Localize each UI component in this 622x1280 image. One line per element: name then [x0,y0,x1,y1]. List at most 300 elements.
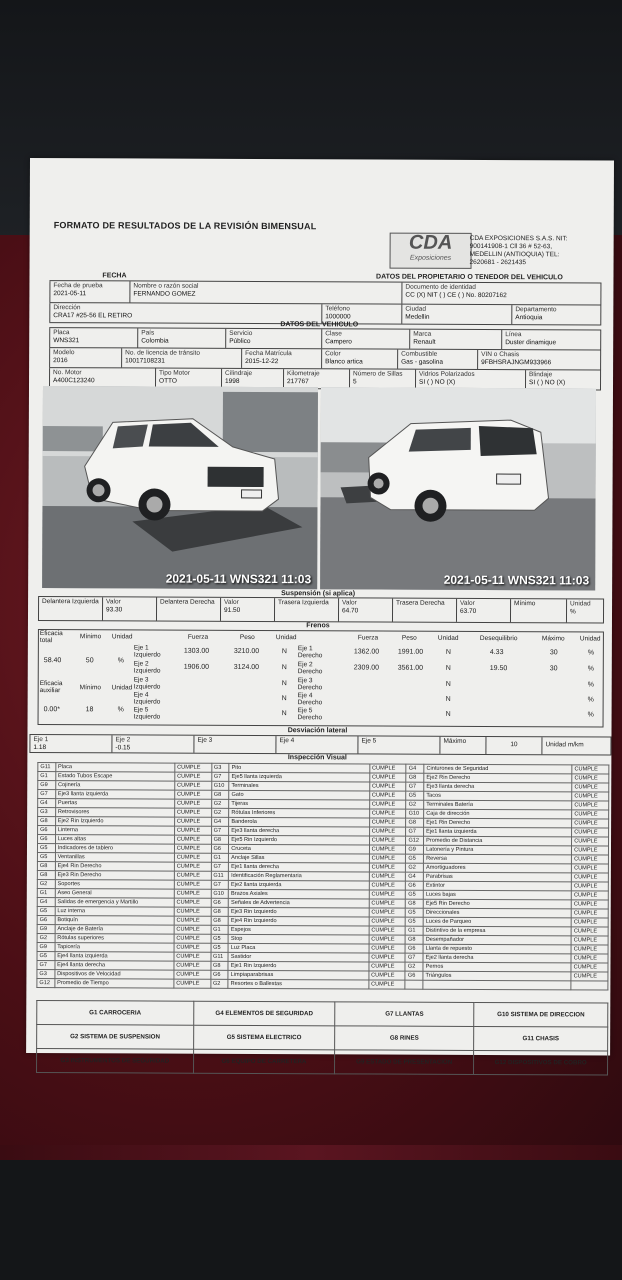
inspection-group-code: G2 [211,808,229,817]
brake-left-axle-label: Eje 4 Izquierdo [133,691,161,706]
blindaje-label: Blindaje [529,371,553,379]
susp-unidad-cell [566,599,604,622]
inspection-item-name: Estado Tubos Escape [55,772,174,782]
inspection-result: CUMPLE [571,882,608,891]
inspection-item-name: Eje4 Rin Izquierdo [228,916,368,926]
inspection-group-code [405,980,423,989]
inspection-group-code: G2 [211,799,229,808]
inspection-group-code: G3 [211,763,229,772]
inspection-result: CUMPLE [369,782,406,791]
vidrios-value: SI ( ) NO (X) [419,378,456,386]
inspection-group-code: G6 [38,835,56,844]
brake-desequilibrio: 19.50 [489,665,508,673]
system-legend-cell: G3 INSTRUMENTOS DE SEGURIDAD [37,1049,194,1074]
brake-left-unidad: N [281,710,287,718]
document-title: FORMATO DE RESULTADOS DE LA REVISIÓN BIMENSUAL [53,220,317,232]
inspection-group-code: G1 [211,925,229,934]
brake-maximo: 30 [549,665,558,673]
inspection-group-code: G1 [37,889,55,898]
inspection-result: CUMPLE [369,791,406,800]
brake-maximo: 30 [549,649,558,657]
inspection-group-code: G9 [406,845,424,854]
vidrios-cell [415,370,525,389]
brake-right-axle-label: Eje 4 Derecho [297,692,323,707]
marca-label: Marca [413,330,432,338]
inspection-item-name: Identificación Reglamentaria [229,871,369,881]
inspection-result: CUMPLE [369,863,406,872]
ciudad-label: Ciudad [405,305,426,313]
sillas-label: Número de Sillas [353,370,403,378]
inspection-group-code: G5 [211,943,229,952]
inspection-result: CUMPLE [572,864,609,873]
inspection-result: CUMPLE [369,827,406,836]
inspection-result: CUMPLE [369,818,406,827]
inspection-result: CUMPLE [571,945,608,954]
inspection-item-name: Reversa [424,854,572,864]
combustible-cell [397,350,477,369]
susp-value-cell [338,598,392,621]
inspection-item-name: Eje3 Rin Derecho [55,871,174,881]
brake-unidad4-header: Unidad [579,635,601,643]
inspection-group-code: G2 [210,979,228,988]
inspection-item-name: Eje1 Rin Derecho [424,818,572,828]
pais-cell [137,328,225,347]
inspection-group-code: G7 [406,782,424,791]
inspection-result: CUMPLE [571,963,608,972]
susp-unidad-label: Unidad [570,600,591,608]
cilindraje-label: Cilindraje [225,369,253,377]
brake-right-axle-label: Eje 3 Derecho [297,677,323,692]
brake-right-peso: 3561.00 [397,664,424,672]
inspection-item-name: Resortes o Ballestas [228,979,368,989]
inspection-group-code: G7 [405,953,423,962]
inspection-result: CUMPLE [369,899,406,908]
inspection-result: CUMPLE [572,846,609,855]
vehicle-photo-rear [320,387,596,590]
inspection-result: CUMPLE [175,781,212,790]
vin-label: VIN o Chasis [481,350,520,359]
brake-right-fuerza: 1362.00 [353,648,380,656]
inspection-result: CUMPLE [572,855,609,864]
brake-right-unidad: N [445,710,451,718]
inspection-result: CUMPLE [369,926,406,935]
departamento-label: Departamento [515,306,557,314]
susp-value: 91.50 [224,606,241,614]
lateral-eje4: Eje 4 [275,736,357,753]
inspection-item-name: Placa [56,763,175,773]
servicio-label: Servicio [229,329,253,337]
brake-left-unidad: N [281,664,287,672]
lateral-eje5: Eje 5 [357,736,439,753]
fecha-header: FECHA [102,272,127,280]
inspection-result: CUMPLE [369,890,406,899]
inspection-item-name: Luces bajas [423,890,571,900]
inspection-group-code: G3 [38,808,56,817]
inspection-group-code: G5 [406,908,424,917]
system-legend-cell: G4 ELEMENTOS DE SEGURIDAD [193,1001,334,1026]
inspection-result: CUMPLE [572,828,609,837]
brake-peso-header: Peso [239,633,255,641]
linea-cell [501,330,601,349]
inspection-result: CUMPLE [369,872,406,881]
susp-unidad-value: % [570,608,576,616]
brake-unidad-pct: % [587,696,594,704]
logo-text: CDA [408,231,453,254]
inspection-result: CUMPLE [571,927,608,936]
inspection-result: CUMPLE [174,808,211,817]
inspection-result: CUMPLE [572,819,609,828]
susp-value-cell [220,598,274,621]
inspection-item-name: Sastidor [228,952,368,962]
inspection-result: CUMPLE [572,783,609,792]
brake-right-unidad: N [445,680,451,688]
system-legend-cell: G12 DISPOSITIVOS DE COBRO [474,1050,608,1075]
inspection-group-code: G8 [406,899,424,908]
inspection-item-name: Eje4 Rin Derecho [55,862,174,872]
brake-unidad2-header: Unidad [275,634,297,642]
inspection-item-name: Eje1 llanta derecha [229,862,369,872]
pais-value: Colombia [141,337,169,345]
inspection-item-name: Ventanillas [55,853,174,863]
inspection-group-code: G4 [406,872,424,881]
inspection-group-code: G2 [37,934,55,943]
system-legend-cell: G7 LLANTAS [335,1002,474,1027]
vehicle-header: DATOS DEL VEHICULO [280,321,359,329]
inspection-group-code: G8 [211,907,229,916]
inspection-result: CUMPLE [174,979,211,988]
inspection-item-name: Terminales Batería [424,800,572,810]
susp-value: 64.70 [342,607,359,615]
inspection-item-name: Eje2 llanta derecha [423,953,571,963]
inspection-item-name: Terminales [229,781,369,791]
eficacia-total-unit: % [117,657,125,665]
inspection-item-name: Eje2 llanta izquierda [229,880,369,890]
matricula-value: 2015-12-22 [245,357,279,366]
susp-value-label: Valor [106,598,121,606]
inspection-result: CUMPLE [369,809,406,818]
inspection-group-code: G12 [37,979,55,988]
inspection-item-name: Desempañador [423,935,571,945]
inspection-group-code: G8 [37,871,55,880]
inspection-item-name: Amortiguadores [424,863,572,873]
brake-left-unidad: N [281,695,287,703]
tipo-motor-label: Tipo Motor [159,369,190,377]
inspection-table [36,762,609,990]
tipo-motor-cell [155,369,221,388]
brake-maximo-header: Máximo [541,635,565,643]
telefono-label: Teléfono [325,305,350,313]
brake-right-axle-label: Eje 5 Derecho [297,707,323,722]
inspection-result: CUMPLE [369,854,406,863]
inspection-item-name: Eje1 llanta izquierda [424,827,572,837]
brake-desequilibrio: 4.33 [489,649,504,657]
lateral-eje3: Eje 3 [193,736,275,753]
inspection-group-code: G5 [406,854,424,863]
inspection-result: CUMPLE [572,792,609,801]
lateral-max-value: 10 [485,737,541,754]
kilometraje-value: 217767 [287,378,309,386]
servicio-value: Público [229,337,251,345]
system-legend-cell: G2 SISTEMA DE SUSPENSION [37,1025,194,1050]
blindaje-cell [525,370,601,389]
inspection-result: CUMPLE [174,934,211,943]
brake-unidad-header-aux: Unidad [111,684,133,692]
inspection-group-code: G6 [405,944,423,953]
dark-background-bottom [0,1160,622,1280]
inspection-item-name: Eje3 llanta derecha [229,826,369,836]
inspection-result: CUMPLE [369,980,406,989]
system-legend-cell: G1 CARROCERIA [37,1001,194,1026]
inspection-result: CUMPLE [572,774,609,783]
inspection-item-name: Cinturones de Seguridad [424,764,572,774]
tipo-motor-value: OTTO [159,377,177,385]
inspection-group-code: G9 [37,925,55,934]
clase-cell [321,329,409,348]
inspection-item-name: Limpiaparabrisas [228,970,368,980]
fecha-value: 2021-05-11 [53,290,87,298]
motor-cell [49,368,155,387]
inspection-result: CUMPLE [174,871,211,880]
cilindraje-cell [221,369,283,388]
inspection-item-name: Direccionales [423,908,571,918]
inspection-result: CUMPLE [369,944,406,953]
inspection-group-code: G11 [211,952,229,961]
inspection-group-code: G10 [211,781,229,790]
combustible-value: Gas - gasolina [401,358,444,366]
inspection-group-code: G7 [37,961,55,970]
motor-value: A400C123240 [53,377,95,385]
susp-label: Trasera Izquierda [274,598,338,621]
blindaje-value: SI ( ) NO (X) [529,379,566,387]
inspection-item-name [423,980,571,990]
brake-minimo-header-aux: Mínimo [79,684,102,692]
lateral-max-label: Máximo [439,737,485,754]
inspection-group-code: G4 [406,764,424,773]
departamento-value: Antioquia [515,314,543,322]
inspection-result: CUMPLE [174,916,211,925]
inspection-group-code: G7 [38,790,56,799]
inspection-result: CUMPLE [174,799,211,808]
eficacia-aux-unit: % [117,706,124,714]
inspection-group-code: G5 [37,952,55,961]
inspection-group-code: G7 [211,772,229,781]
inspection-result: CUMPLE [174,880,211,889]
inspection-item-name: Eje5 llanta izquierda [229,772,369,782]
inspection-item-name: Aseo General [55,889,174,899]
photo-timestamp: 2021-05-11 WNS321 11:03 [165,571,312,587]
inspection-group-code: G8 [211,835,229,844]
sillas-cell [349,369,415,388]
suspension-grid [38,596,604,623]
inspection-result: CUMPLE [370,764,407,773]
inspection-group-code: G5 [406,917,424,926]
inspection-result: CUMPLE [174,898,211,907]
inspection-result: CUMPLE [369,917,406,926]
inspection-item-name: Pito [229,763,369,773]
inspection-item-name: Eje3 llanta derecha [424,782,572,792]
susp-label: Trasera Derecha [392,599,456,622]
brake-right-axle-label: Eje 1 Derecho [297,645,323,660]
ciudad-value: Medellin [405,313,430,321]
system-legend-cell: G10 SISTEMA DE DIRECCION [474,1002,608,1027]
inspection-result: CUMPLE [369,962,406,971]
inspection-group-code: G2 [37,880,55,889]
inspection-header: Inspección Visual [287,754,347,762]
inspection-result: CUMPLE [369,953,406,962]
documento-cell [401,283,601,305]
inspection-group-code: G1 [38,772,56,781]
eficacia-aux-label: Eficacia auxiliar [39,680,63,695]
inspection-result: CUMPLE [175,790,212,799]
inspection-result: CUMPLE [174,862,211,871]
direccion-value: CRA17 #25-56 EL RETIRO [53,312,133,320]
brake-peso-header-right: Peso [401,634,417,642]
inspection-group-code: G8 [38,817,56,826]
telefono-value: 1000000 [325,313,351,321]
brake-unidad-pct: % [587,681,594,689]
eficacia-total-value: 58.40 [43,657,62,665]
matricula-label: Fecha Matrícula [245,349,292,358]
inspection-group-code: G11 [38,763,56,772]
lateral-eje1-label: Eje 1 [33,736,49,744]
inspection-item-name: Anclaje Sillas [229,853,369,863]
owner-header: DATOS DEL PROPIETARIO O TENEDOR DEL VEHICULO [376,273,563,282]
systems-legend [36,1000,608,1075]
inspection-item-name: Eje2 Rin Derecho [424,773,572,783]
inspection-group-code: G5 [37,844,55,853]
inspection-group-code: G7 [211,862,229,871]
inspection-group-code: G8 [406,935,424,944]
susp-value: 63.70 [460,607,477,615]
brake-right-axle-label: Eje 2 Derecho [297,661,323,676]
inspection-result: CUMPLE [571,954,608,963]
documento-label: Documento de identidad [405,283,476,291]
eficacia-aux-min: 18 [85,706,94,714]
motor-label: No. Motor [53,369,82,377]
company-line: 900141908-1 Cll 36 # 52-63, [469,242,553,251]
inspection-result: CUMPLE [174,970,211,979]
brake-right-unidad: N [445,695,451,703]
inspection-item-name: Extintor [423,881,571,891]
susp-value-label: Valor [224,598,239,606]
inspection-item-name: Cruceta [229,844,369,854]
company-line: 2620681 - 2621435 [469,258,526,267]
brake-fuerza-header-right: Fuerza [357,634,379,642]
marca-cell [409,330,501,349]
color-label: Color [325,350,341,358]
inspection-item-name: Luz Placa [228,943,368,953]
inspection-group-code: G5 [406,791,424,800]
system-legend-cell: G11 CHASIS [474,1026,608,1051]
susp-value-label: Valor [342,599,357,607]
lateral-header: Desviación lateral [287,727,348,735]
inspection-result: CUMPLE [174,835,211,844]
inspection-item-name: Caja de dirección [424,809,572,819]
company-line: CDA EXPOSICIONES S.A.S. NIT: [469,234,568,243]
inspection-result: CUMPLE [571,972,608,981]
cilindraje-value: 1998 [225,377,240,385]
company-info [470,235,610,268]
brake-left-unidad: N [281,680,287,688]
susp-value-cell [456,599,510,622]
nombre-label: Nombre o razón social [133,282,199,290]
kilometraje-cell [283,369,349,388]
lateral-eje2-value: -0.15 [115,744,131,752]
inspection-group-code: G6 [37,916,55,925]
departamento-cell [511,305,601,324]
lateral-eje2 [111,735,193,752]
inspection-item-name: Parabrisas [423,872,571,882]
inspection-item-name: Señales de Advertencia [228,898,368,908]
susp-value: 93.30 [106,606,123,614]
placa-value: WNS321 [53,337,80,345]
inspection-item-name: Anclaje de Batería [55,925,174,935]
inspection-group-code: G8 [211,961,229,970]
inspection-item-name: Eje3 Rin Izquierdo [228,907,368,917]
suspension-header: Suspensión (si aplica) [281,590,356,598]
inspection-item-name: Indicadores de tablero [55,844,174,854]
inspection-item-name: Promedio de Distancia [424,836,572,846]
inspection-item-name: Eje3 llanta izquierda [55,790,174,800]
modelo-label: Modelo [53,349,75,357]
matricula-cell [241,349,321,368]
kilometraje-label: Kilometraje [287,370,320,378]
brake-right-unidad: N [445,648,451,656]
inspection-item-name: Tijeras [229,799,369,809]
cda-logo [390,233,472,269]
brake-left-axle-label: Eje 5 Izquierdo [133,706,161,721]
inspection-group-code: G6 [211,844,229,853]
inspection-group-code: G1 [406,926,424,935]
inspection-result: CUMPLE [175,772,212,781]
vehicle-photo-front [42,386,318,589]
inspection-item-name: Banderola [229,817,369,827]
inspection-result: CUMPLE [174,853,211,862]
company-line: MEDELLIN (ANTIOQUIA) TEL: [469,250,560,259]
brake-fuerza-header: Fuerza [187,633,209,641]
brake-unidad-pct: % [587,665,595,673]
inspection-group-code: G2 [406,863,424,872]
inspection-group-code: G7 [211,826,229,835]
susp-value-cell [102,597,156,620]
brake-left-axle-label: Eje 3 Izquierdo [133,676,161,691]
inspection-result: CUMPLE [572,873,609,882]
brake-left-fuerza: 1303.00 [183,647,210,655]
inspection-item-name: Retrovisores [55,808,174,818]
brake-right-unidad: N [445,664,451,672]
inspection-item-name: Brazos Axiales [229,889,369,899]
vin-cell [477,350,601,370]
marca-value: Renault [413,338,436,346]
sillas-value: 5 [353,378,357,386]
brakes-header: Frenos [306,622,330,630]
inspection-result: CUMPLE [174,925,211,934]
inspection-item-name: Puertas [55,799,174,809]
inspection-group-code: G4 [38,799,56,808]
system-legend-cell: G8 RINES [335,1026,474,1051]
brake-left-peso: 3210.00 [233,647,260,656]
inspection-item-name: Dispositivos de Velocidad [55,970,174,980]
inspection-item-name: Eje5 Rin Izquierdo [229,835,369,845]
inspection-group-code: G9 [38,781,56,790]
inspection-result [571,981,608,990]
clase-value: Campero [325,338,352,346]
system-legend-cell: G6 EQUIPO DE CARRETERA [193,1049,334,1074]
modelo-value: 2016 [53,357,68,365]
inspection-result: CUMPLE [571,936,608,945]
linea-label: Línea [505,331,522,339]
nombre-value: FERNANDO GOMEZ [133,290,196,298]
